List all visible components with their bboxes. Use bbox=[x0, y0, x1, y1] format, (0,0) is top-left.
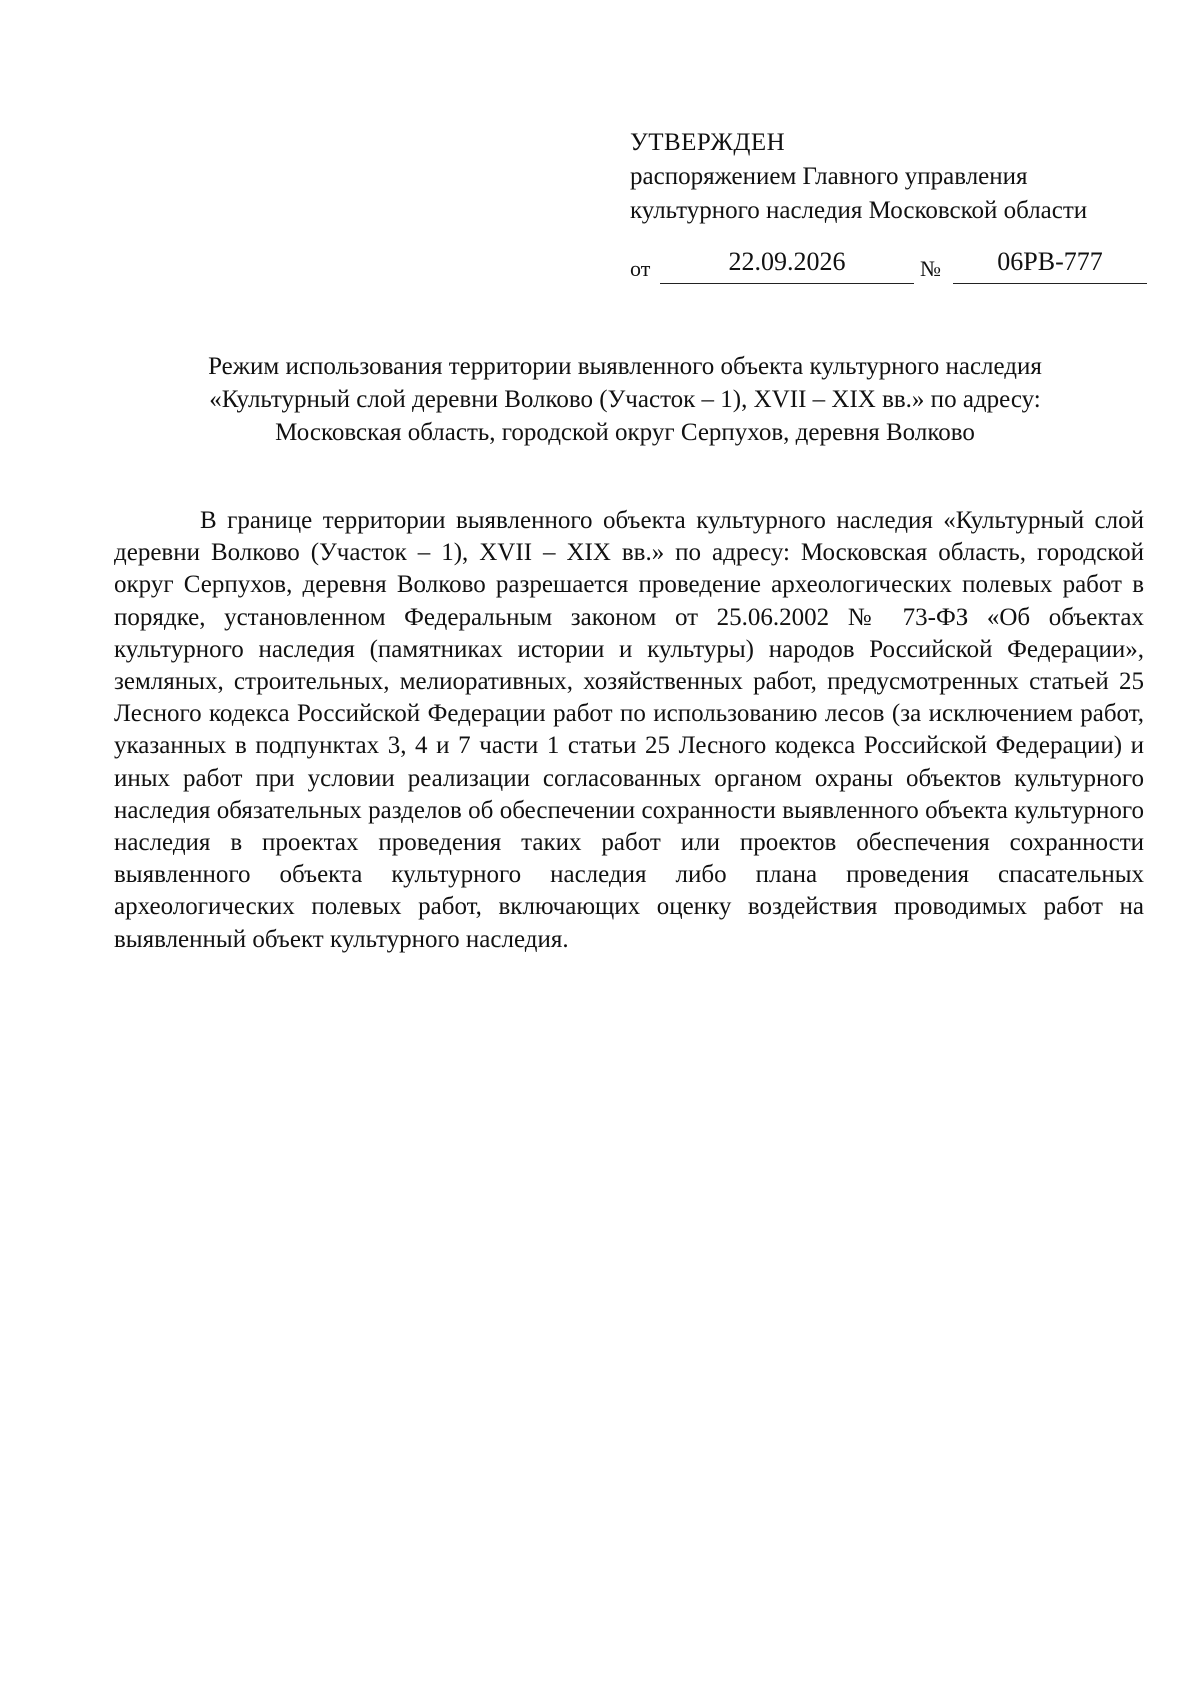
date-number-row bbox=[630, 248, 1150, 288]
number-label: № bbox=[920, 256, 941, 281]
approval-line-1: распоряжением Главного управления bbox=[630, 163, 1028, 190]
approval-line-2: культурного наследия Московской области bbox=[630, 197, 1088, 224]
approval-block bbox=[630, 126, 1150, 228]
body-paragraph: В границе территории выявленного объекта культурного наследия «Культурный слой деревни Волково (Участок – 1), XVII – XIX вв.» по адресу: Московская область, городской округ Серпухов, деревня Волково разрешается проведение археологических полевых работ в порядке, установленном Федеральным законом от 25.06.2002 № 73-ФЗ «Об объектах культурного наследия (памятниках истории и культуры) народов Российской Федерации», земляных, строительных, мелиоративных, хозяйственных работ, предусмотренных статьей 25 Лесного кодекса Российской Федерации работ по использованию лесов (за исключением работ, указанных в подпунктах 3, 4 и 7 части 1 статьи 25 Лесного кодекса Российской Федерации) и иных работ при условии реализации согласованных органом охраны объектов культурного наследия обязательных разделов об обеспечении сохранности выявленного объекта культурного наследия в проектах проведения таких работ или проектов обеспечения сохранности выявленного объекта культурного наследия либо плана проведения спасательных археологических полевых работ, включающих оценку воздействия проводимых работ на выявленный объект культурного наследия. bbox=[114, 507, 1144, 953]
heading-line-1: Режим использования территории выявленного объекта культурного наследия bbox=[208, 353, 1042, 380]
document-number-field: 06РВ-777 bbox=[953, 247, 1147, 284]
document-heading bbox=[100, 350, 1150, 449]
from-label: от bbox=[630, 256, 651, 281]
date-field: 22.09.2026 bbox=[660, 247, 914, 284]
heading-line-3: Московская область, городской округ Серпухов, деревня Волково bbox=[275, 419, 975, 446]
heading-line-2: «Культурный слой деревни Волково (Участок – 1), XVII – XIX вв.» по адресу: bbox=[209, 386, 1041, 413]
approval-title: УТВЕРЖДЕН bbox=[630, 129, 786, 156]
